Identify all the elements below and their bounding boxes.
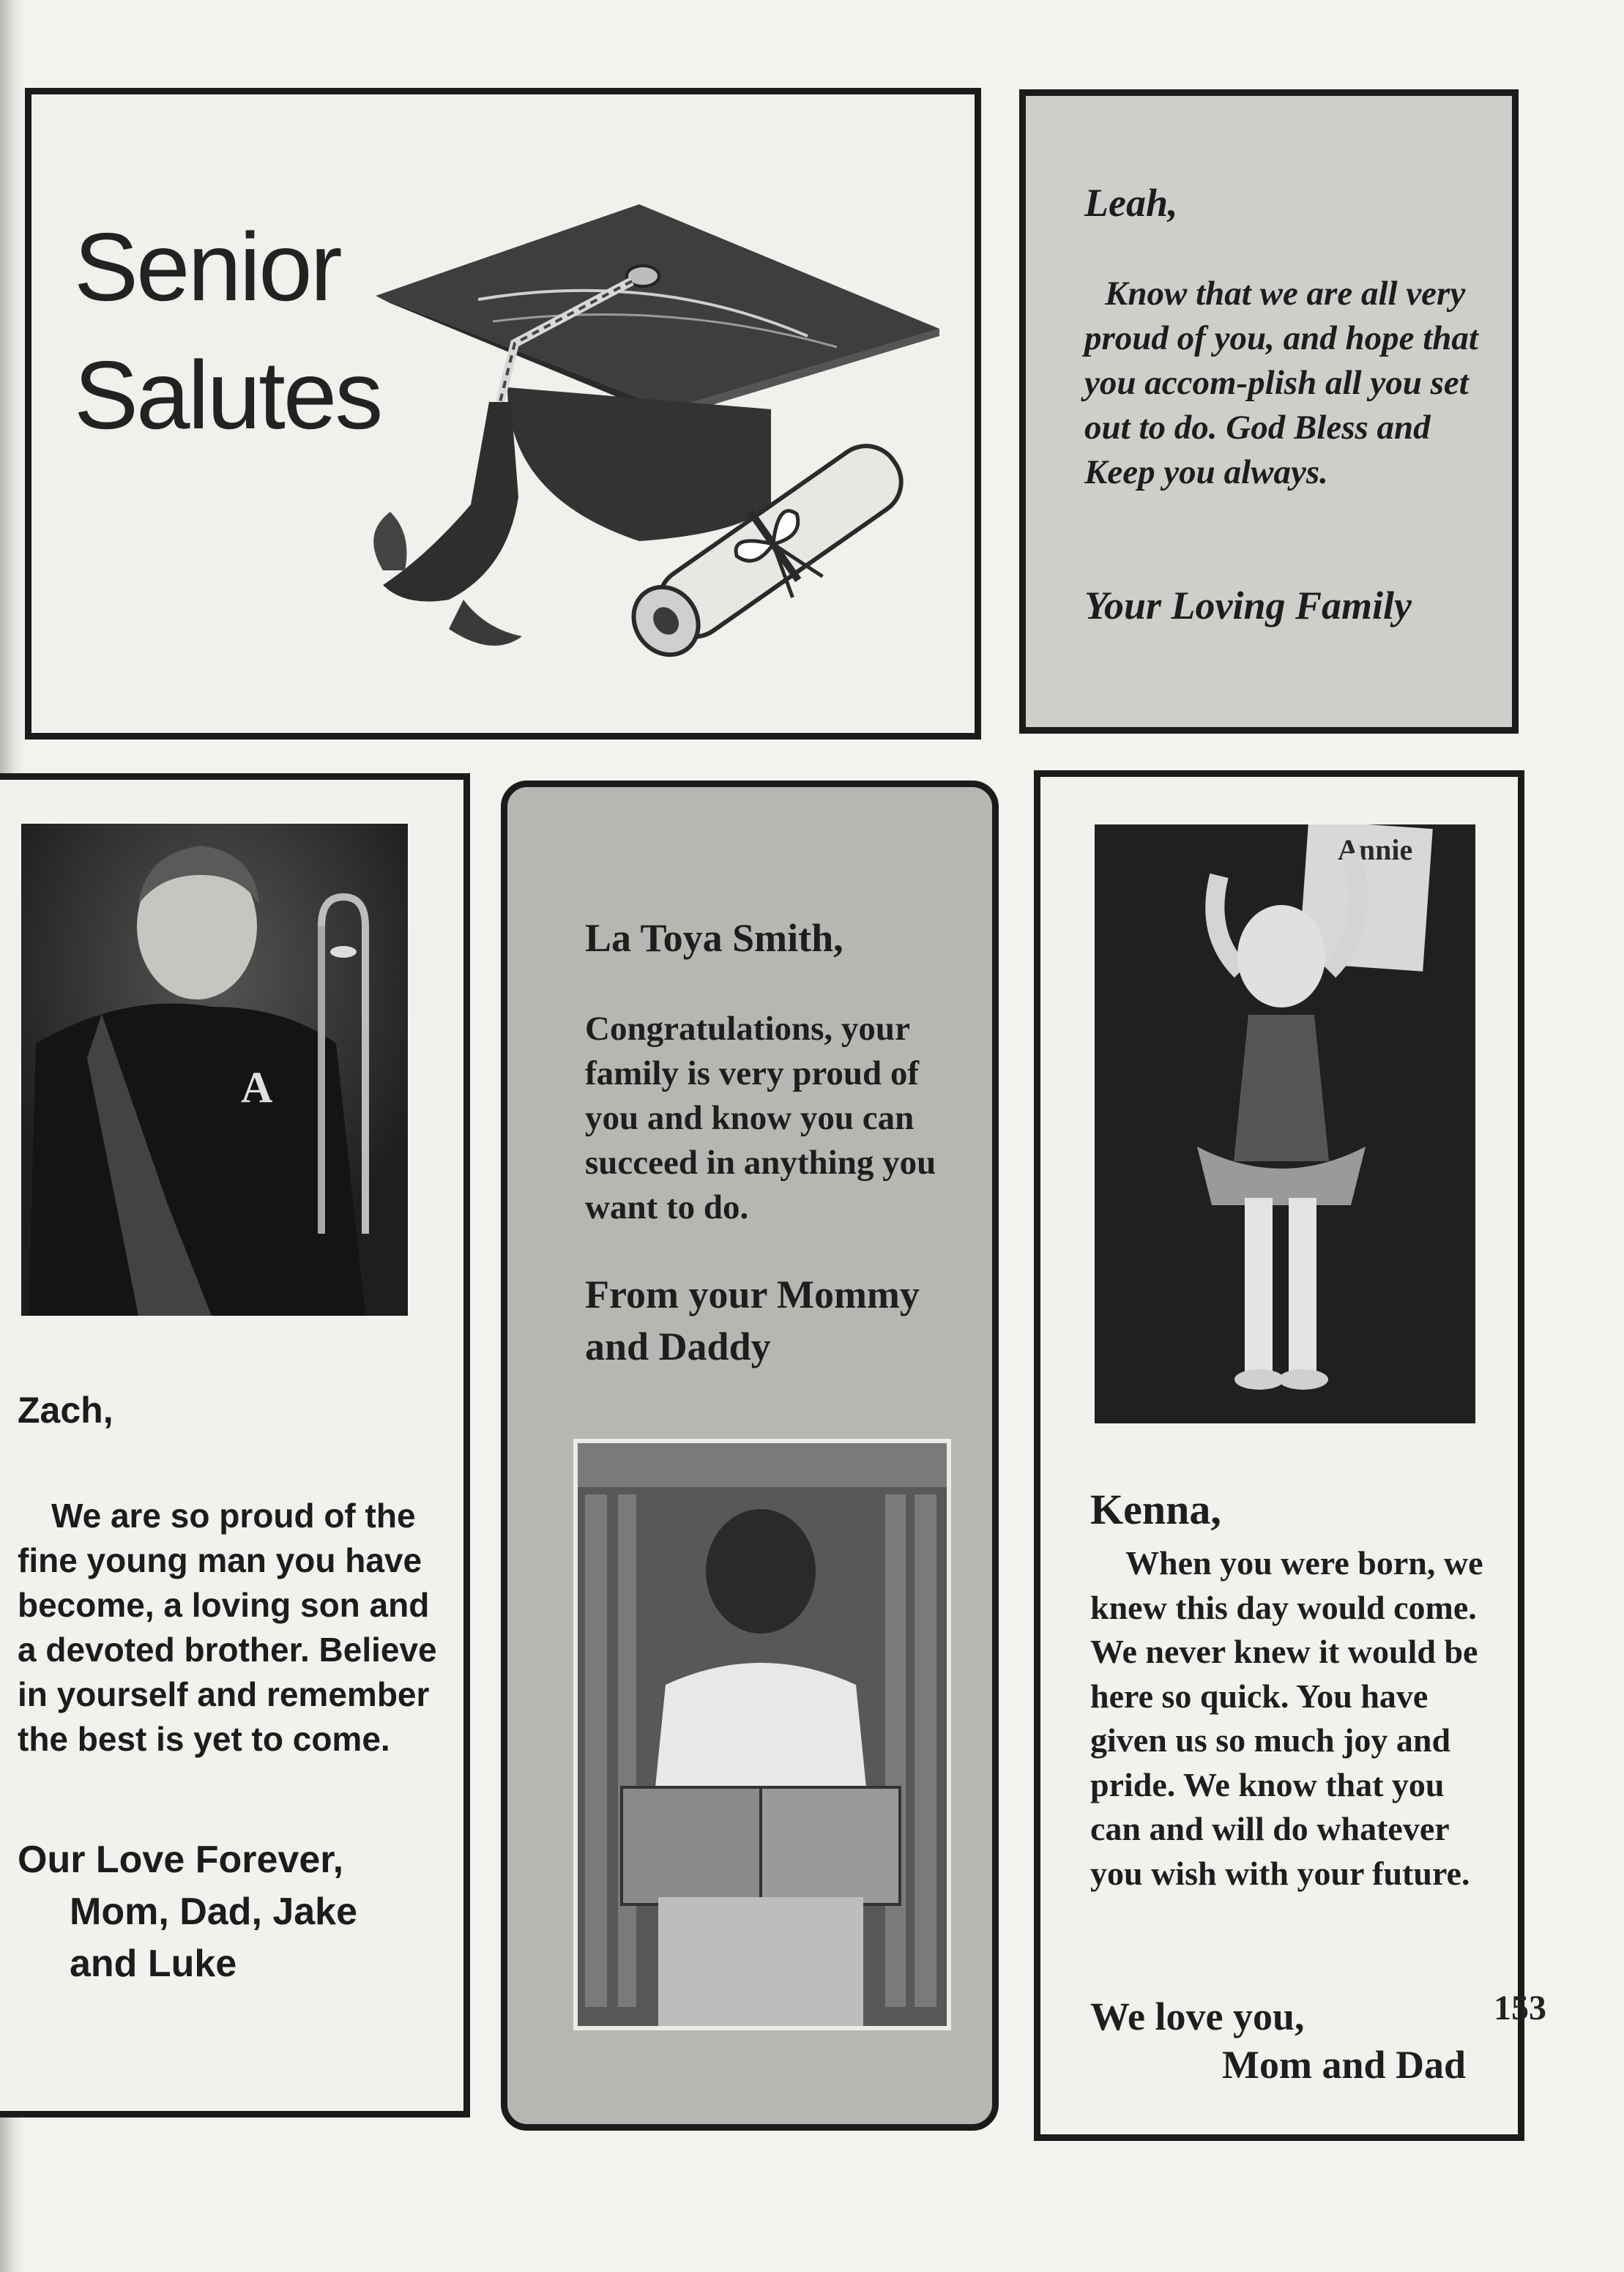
kenna-signers: Mom and Dad bbox=[1222, 2043, 1467, 2087]
zach-message: We are so proud of the fine young man you have become, a loving son and a devoted brother. Believe in yourself and remember the best is yet to come. bbox=[18, 1497, 437, 1758]
zach-signers: Mom, Dad, Jake and Luke bbox=[70, 1891, 358, 1985]
svg-text:A: A bbox=[241, 1063, 273, 1111]
leah-signature: Your Loving Family bbox=[1084, 584, 1412, 627]
title-line-2: Salutes bbox=[74, 341, 381, 449]
kenna-message-box bbox=[1034, 770, 1524, 2141]
leah-message-box bbox=[1019, 89, 1519, 734]
kenna-message: When you were born, we knew this day would come. We never knew it would be here so quick. You have given us so much joy and pride. We know that you can and will do whatever you wish with your future. bbox=[1090, 1544, 1483, 1892]
zach-closing: Our Love Forever, bbox=[18, 1839, 344, 1881]
leah-name: Leah, bbox=[1084, 181, 1178, 225]
latoya-photo bbox=[573, 1439, 951, 2030]
kenna-photo bbox=[1095, 824, 1475, 1423]
graduation-cap-icon bbox=[361, 190, 976, 702]
zach-message-box bbox=[0, 773, 470, 2118]
latoya-signature: From your Mommy and Daddy bbox=[585, 1273, 920, 1368]
zach-name: Zach, bbox=[18, 1390, 113, 1431]
senior-salutes-box bbox=[25, 88, 981, 740]
kenna-closing: We love you, bbox=[1090, 1994, 1305, 2038]
page-number: 153 bbox=[1494, 1989, 1546, 2027]
kenna-name: Kenna, bbox=[1090, 1486, 1221, 1533]
title-line-1: Senior bbox=[74, 213, 340, 321]
latoya-message-box bbox=[501, 781, 999, 2131]
leah-message: Know that we are all very proud of you, and hope that you accom-plish all you set out to do. God Bless and Keep you always. bbox=[1084, 275, 1478, 491]
annie-poster-text: Annie bbox=[1338, 833, 1413, 866]
zach-photo bbox=[21, 824, 408, 1316]
latoya-name: La Toya Smith, bbox=[585, 916, 843, 960]
latoya-message: Congratulations, your family is very proud of you and know you can succeed in anything you want to do. bbox=[585, 1010, 936, 1226]
